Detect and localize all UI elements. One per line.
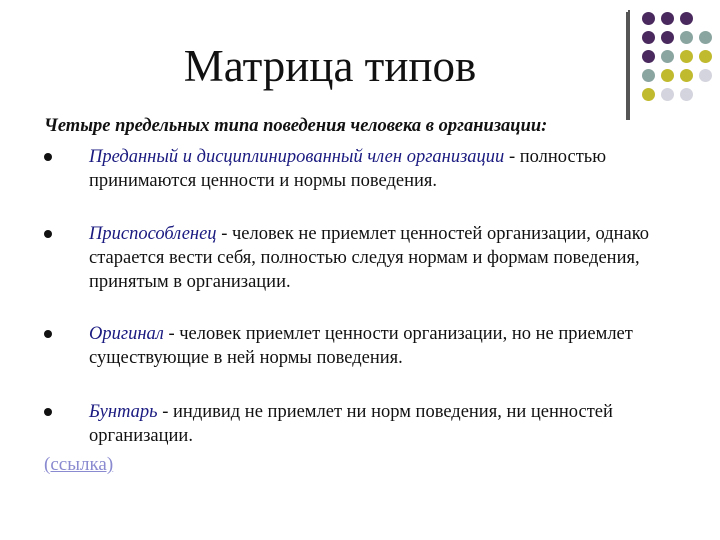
type-description: человек не приемлет ценностей организации, однако старается вести себя, полностью следуя нормам и формам поведения, принятым в организации. [89, 224, 650, 292]
decorative-dot [661, 50, 674, 63]
decorative-dot [642, 12, 655, 25]
decorative-dot [661, 12, 674, 25]
type-term: Оригинал [89, 324, 164, 344]
type-description: человек приемлет ценности организации, но не приемлет существующие в ней нормы поведения. [89, 324, 633, 368]
decorative-dot [680, 31, 693, 44]
decorative-dot [661, 69, 674, 82]
decorative-dot [680, 88, 693, 101]
decorative-dot [699, 31, 712, 44]
bullet-icon [44, 408, 52, 416]
decorative-dot [661, 88, 674, 101]
type-description: полностью принимаются ценности и нормы поведения. [89, 147, 607, 191]
slide-title: Матрица типов [183, 41, 477, 91]
list-item-text: Оригинал - человек приемлет ценности организации, но не приемлет существующие в ней нормы поведения. [89, 324, 633, 368]
list-item-text: Преданный и дисциплинированный член организации - полностью принимаются ценности и нормы поведения. [89, 147, 607, 191]
type-description: индивид не приемлет ни норм поведения, ни ценностей организации. [89, 402, 613, 446]
intro-text: Четыре предельных типа поведения человека в организации: [44, 116, 548, 136]
bullet-icon [44, 330, 52, 338]
bullet-icon [44, 230, 52, 238]
bullet-icon [44, 153, 52, 161]
reference-link[interactable]: (ссылка) [44, 454, 114, 475]
decorative-dot [680, 12, 693, 25]
type-term: Приспособленец [89, 224, 217, 244]
type-term: Бунтарь [89, 402, 158, 422]
decorative-dot [661, 31, 674, 44]
type-term: Преданный и дисциплинированный член организации [89, 147, 505, 167]
decorative-dot [680, 69, 693, 82]
list-item-text: Бунтарь - индивид не приемлет ни норм поведения, ни ценностей организации. [89, 402, 613, 446]
decorative-dot [699, 69, 712, 82]
decorative-dot [699, 50, 712, 63]
list-item-text: Приспособленец - человек не приемлет ценностей организации, однако старается вести себя, полностью следуя нормам и формам поведения, принятым в организации. [89, 224, 650, 292]
decorative-dot [680, 50, 693, 63]
